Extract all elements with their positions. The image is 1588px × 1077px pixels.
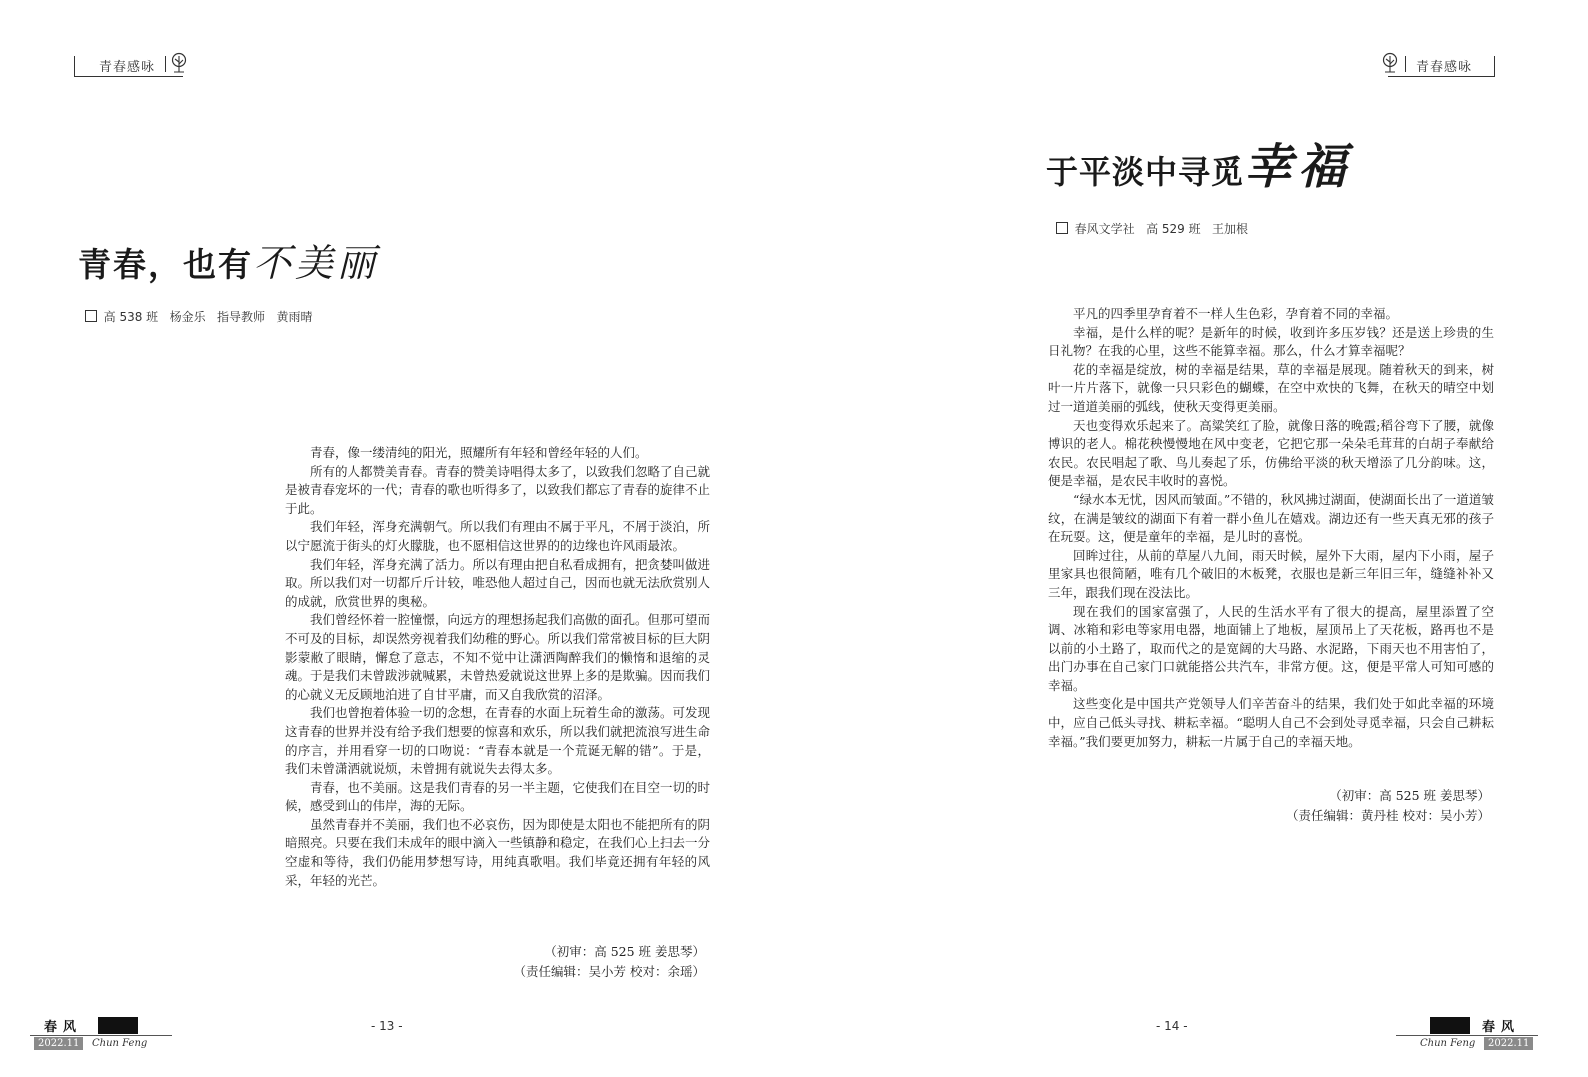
- left-footer-rule: [30, 1035, 172, 1036]
- left-section-label: 青春感咏: [99, 60, 156, 75]
- left-credit-editor: （责任编辑：吴小芳 校对：余瑶）: [513, 964, 705, 979]
- right-title-script: 幸福: [1244, 139, 1353, 195]
- right-section-label: 青春感咏: [1416, 60, 1473, 75]
- byline-square-icon: [85, 310, 97, 322]
- right-credits: [1210, 786, 1490, 826]
- right-article-title: [1046, 128, 1352, 197]
- left-byline-text: 高 538 班 杨金乐 指导教师 黄雨晴: [103, 310, 313, 324]
- left-section-divider: [165, 56, 166, 72]
- left-paragraph: 青春，也不美丽。这是我们青春的另一半主题，它使我们在目空一切的时候，感受到山的伟岸，海的无际。: [285, 779, 711, 814]
- left-credit-review: （初审：高 525 班 姜思琴）: [544, 944, 705, 959]
- tree-icon: [1380, 52, 1400, 74]
- left-paragraph: 我们年轻，浑身充满朝气。所以我们有理由不属于平凡，不屑于淡泊，所以宁愿流于街头的灯火朦胧，也不愿相信这世界的的边缘也许风雨最浓。: [285, 519, 711, 553]
- left-byline: [77, 294, 313, 325]
- right-credit-review: （初审：高 525 班 姜思琴）: [1329, 788, 1490, 803]
- right-paragraph: 天也变得欢乐起来了。高粱笑红了脸，就像日落的晚霞;稻谷弯下了腰，就像博识的老人。棉花秧慢慢地在风中变老，它把它那一朵朵毛茸茸的白胡子奉献给农民。农民唱起了歌、鸟儿奏起了乐，仿佛给平淡的秋天增添了几分韵味。这，便是幸福，是农民丰收时的喜悦。: [1048, 417, 1494, 489]
- right-paragraph: 回眸过往，从前的草屋八九间，雨天时候，屋外下大雨，屋内下小雨，屋子里家具也很简陋，唯有几个破旧的木板凳，衣服也是新三年旧三年，缝缝补补又三年，跟我们现在没法比。: [1048, 547, 1494, 600]
- left-paragraph: 青春，像一缕清纯的阳光，照耀所有年轻和曾经年轻的人们。: [310, 445, 648, 460]
- right-paragraph: 平凡的四季里孕育着不一样人生色彩，孕育着不同的幸福。: [1073, 306, 1399, 321]
- right-magazine-name: 春风: [1482, 1020, 1521, 1035]
- left-page-number: - 13 -: [371, 1019, 403, 1033]
- right-byline-text: 春风文学社 高 529 班 王加根: [1074, 222, 1249, 236]
- left-title-script: 不美丽: [253, 241, 380, 285]
- left-magazine-en: Chun Feng: [92, 1038, 148, 1049]
- right-footer-tab: [1430, 1017, 1470, 1034]
- left-article-body: [285, 444, 710, 890]
- left-title-main: 青春，也有: [78, 245, 253, 284]
- right-magazine-en: Chun Feng: [1420, 1038, 1476, 1049]
- right-title-main: 于平淡中寻觅: [1046, 153, 1245, 191]
- right-paragraph: 现在我们的国家富强了，人民的生活水平有了很大的提高，屋里添置了空调、冰箱和彩电等家用电器，地面铺上了地板，屋顶吊上了天花板，路再也不是以前的小土路了，取而代之的是宽阔的大马路、水泥路，下雨天也不用害怕了，出门办事在自己家门口就能搭公共汽车，非常方便。这，便是平常人可知可感的幸福。: [1048, 603, 1494, 693]
- right-paragraph: 幸福，是什么样的呢？是新年的时候，收到许多压岁钱？还是送上珍贵的生日礼物？在我的心里，这些不能算幸福。那么，什么才算幸福呢？: [1048, 324, 1494, 359]
- left-footer-tab: [98, 1017, 138, 1034]
- right-issue-date: 2022.11: [1484, 1037, 1533, 1050]
- right-byline: [1048, 206, 1248, 237]
- right-section-divider: [1405, 56, 1406, 72]
- left-issue-date: 2022.11: [34, 1037, 83, 1050]
- right-page-number: - 14 -: [1156, 1019, 1188, 1033]
- left-paragraph: 我们也曾抱着体验一切的念想，在青春的水面上玩着生命的激荡。可发现这青春的世界并没有给予我们想要的惊喜和欢乐，所以我们就把流浪写进生命的序言，并用看穿一切的口吻说：“青春本就是一个荒诞无解的错”。于是，我们未曾潇洒就说烦，未曾拥有就说失去得太多。: [285, 705, 711, 777]
- left-credits: [440, 942, 705, 982]
- left-magazine-name: 春风: [44, 1020, 83, 1035]
- right-article-body: [1048, 305, 1494, 751]
- right-credit-editor: （责任编辑：黄丹桂 校对：吴小芳）: [1286, 808, 1490, 823]
- left-paragraph: 我们曾经怀着一腔憧憬，向远方的理想扬起我们高傲的面孔。但那可望而不可及的目标，却误然旁视着我们幼稚的野心。所以我们常常被目标的巨大阴影蒙敝了眼睛，懈怠了意志，不知不觉中让潇洒陶醉我们的懒惰和退缩的灵魂。于是我们未曾跋涉就喊累，未曾热爱就说这世界上多的是欺骗。因而我们的心就义无反顾地泊进了自甘平庸，而又自我欣赏的沼泽。: [285, 612, 711, 702]
- right-paragraph: 这些变化是中国共产党领导人们辛苦奋斗的结果，我们处于如此幸福的环境中，应自己低头寻找、耕耘幸福。“聪明人自己不会到处寻觅幸福，只会自己耕耘幸福。”我们要更加努力，耕耘一片属于自己的幸福天地。: [1048, 696, 1494, 749]
- left-paragraph: 虽然青春并不美丽，我们也不必哀伤，因为即使是太阳也不能把所有的阴暗照亮。只要在我们未成年的眼中滴入一些镇静和稳定，在我们心上扫去一分空虚和等待，我们仍能用梦想写诗，用纯真歌唱。我们毕竟还拥有年轻的风采，年轻的光芒。: [285, 816, 711, 888]
- tree-icon: [169, 52, 189, 74]
- right-footer-rule: [1396, 1035, 1538, 1036]
- left-article-title: [78, 232, 379, 287]
- left-paragraph: 我们年轻，浑身充满了活力。所以有理由把自私看成拥有，把贪婪叫做进取。所以我们对一切都斤斤计较，唯恐他人超过自己，因而也就无法欣赏别人的成就，欣赏世界的奥秘。: [285, 556, 711, 609]
- right-paragraph: 花的幸福是绽放，树的幸福是结果，草的幸福是展现。随着秋天的到来，树叶一片片落下，就像一只只彩色的蝴蝶，在空中欢快的飞舞，在秋天的晴空中划过一道道美丽的弧线，使秋天变得更美丽。: [1048, 361, 1494, 414]
- right-paragraph: “绿水本无忧，因风而皱面。”不错的，秋风拂过湖面，使湖面长出了一道道皱纹，在满是皱纹的湖面下有着一群小鱼儿在嬉戏。湖边还有一些天真无邪的孩子在玩耍。这，便是童年的幸福，是儿时的喜悦。: [1048, 491, 1494, 545]
- left-paragraph: 所有的人都赞美青春。青春的赞美诗唱得太多了，以致我们忽略了自己就是被青春宠坏的一代；青春的歌也听得多了，以致我们都忘了青春的旋律不止于此。: [285, 463, 711, 516]
- byline-square-icon: [1056, 222, 1068, 234]
